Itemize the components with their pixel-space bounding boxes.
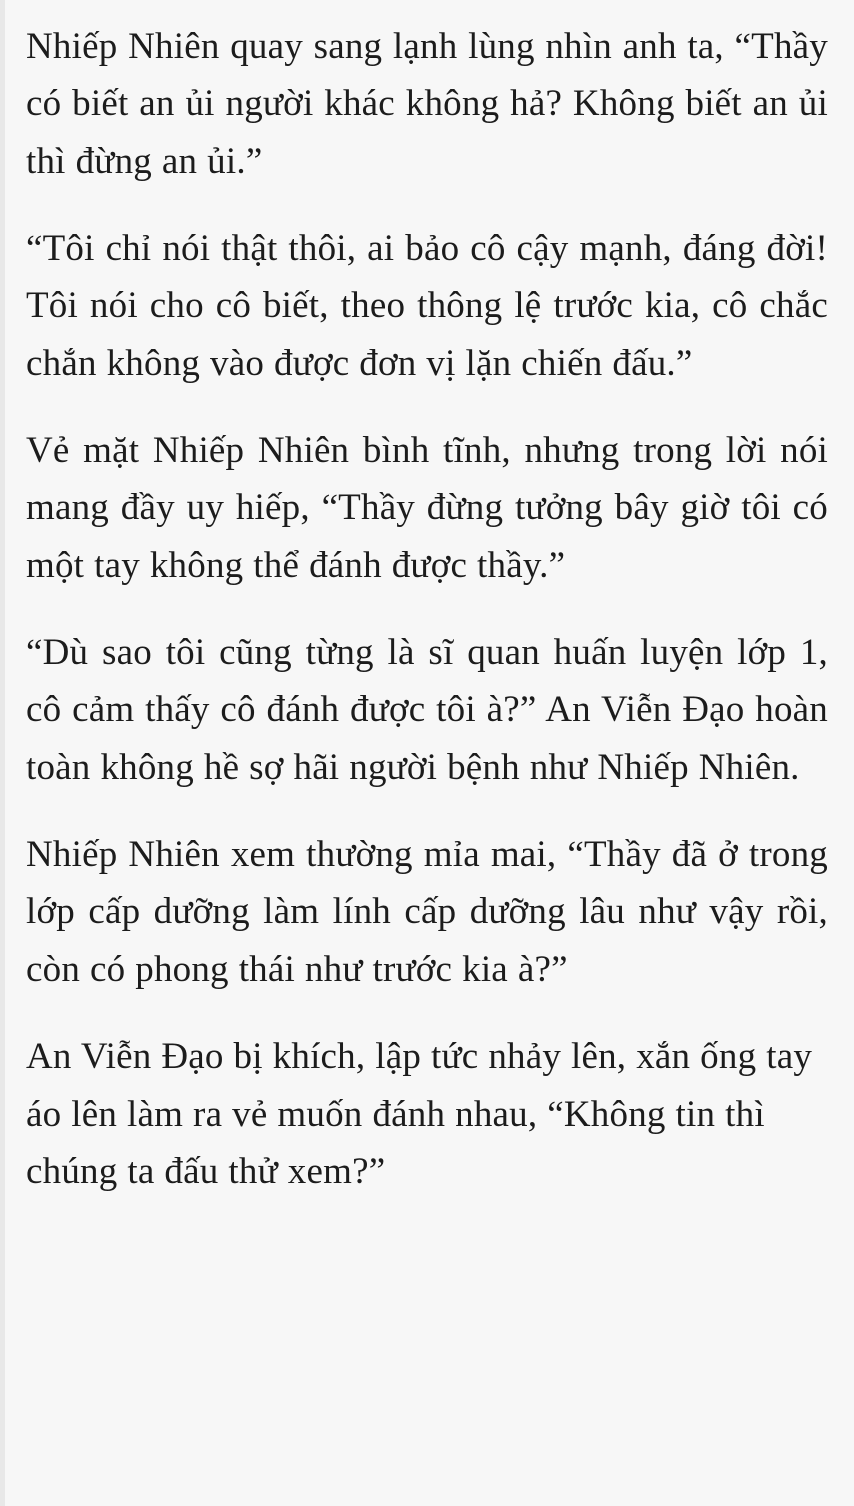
paragraph: Vẻ mặt Nhiếp Nhiên bình tĩnh, nhưng trong lời nói mang đầy uy hiếp, “Thầy đừng tưởng bây giờ tôi có một tay không thể đánh được thầy.”	[26, 430, 828, 586]
page-left-edge	[0, 0, 5, 1506]
paragraph: “Tôi chỉ nói thật thôi, ai bảo cô cậy mạnh, đáng đời! Tôi nói cho cô biết, theo thông lệ trước kia, cô chắc chắn không vào được đơn vị lặn chiến đấu.”	[26, 228, 828, 384]
novel-text-content	[26, 18, 828, 1200]
paragraph: Nhiếp Nhiên quay sang lạnh lùng nhìn anh ta, “Thầy có biết an ủi người khác không hả? Không biết an ủi thì đừng an ủi.”	[26, 26, 828, 182]
paragraph: “Dù sao tôi cũng từng là sĩ quan huấn luyện lớp 1, cô cảm thấy cô đánh được tôi à?” An Viễn Đạo hoàn toàn không hề sợ hãi người bệnh như Nhiếp Nhiên.	[26, 632, 828, 788]
paragraph: Nhiếp Nhiên xem thường mỉa mai, “Thầy đã ở trong lớp cấp dưỡng làm lính cấp dưỡng lâu như vậy rồi, còn có phong thái như trước kia à?”	[26, 834, 828, 990]
paragraph: An Viễn Đạo bị khích, lập tức nhảy lên, xắn ống tay áo lên làm ra vẻ muốn đánh nhau, “Không tin thì chúng ta đấu thử xem?”	[26, 1036, 813, 1192]
